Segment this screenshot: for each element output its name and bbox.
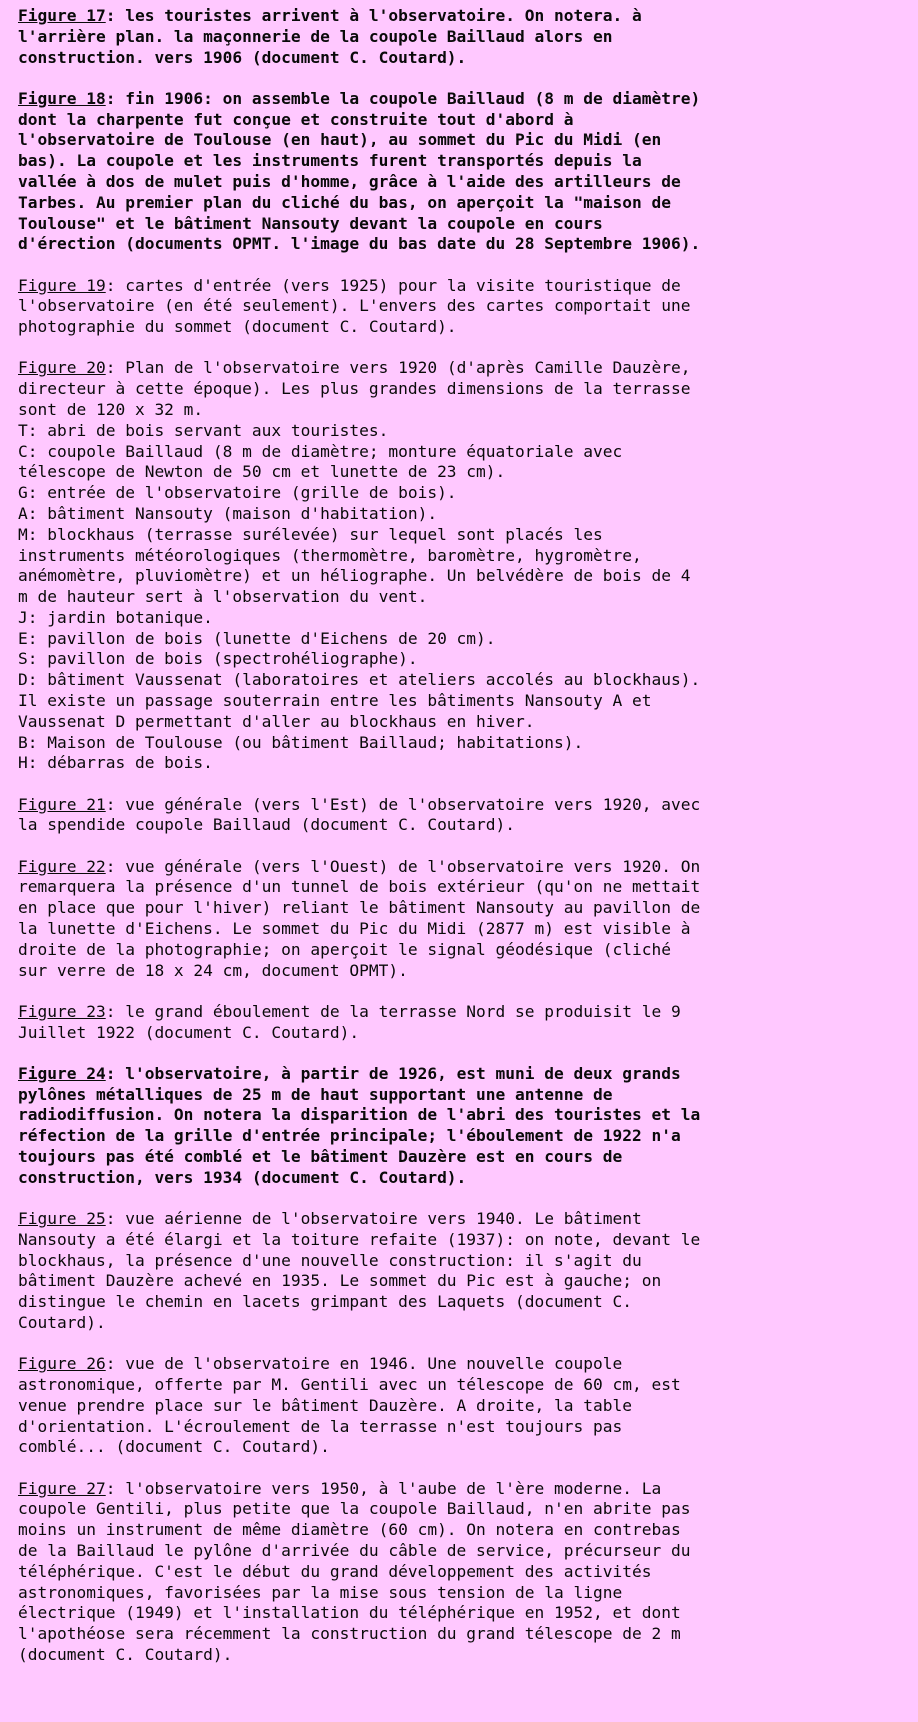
- figure-caption: [18, 1354, 898, 1458]
- figure-caption: [18, 89, 898, 255]
- figure-caption: [18, 1002, 898, 1044]
- caption-text: (document C. Coutard).: [18, 1644, 233, 1664]
- caption-text: l'observatoire de Toulouse (en haut), au sommet du Pic du Midi (en: [18, 130, 662, 150]
- caption-text: : cartes d'entrée (vers 1925) pour la visite touristique de: [105, 275, 681, 295]
- caption-text: M: blockhaus (terrasse surélevée) sur lequel sont placés les: [18, 524, 603, 544]
- caption-text: : le grand éboulement de la terrasse Nord se produisit le 9: [105, 1001, 681, 1021]
- caption-line: [18, 296, 898, 317]
- caption-line: [18, 1437, 898, 1458]
- caption-line: [18, 649, 898, 670]
- caption-line: [18, 1085, 898, 1106]
- figure-label: Figure 27: [18, 1478, 106, 1498]
- caption-line: [18, 1396, 898, 1417]
- caption-line: [18, 130, 898, 151]
- caption-text: d'orientation. L'écroulement de la terrasse n'est toujours pas: [18, 1416, 623, 1436]
- caption-text: radiodiffusion. On notera la disparition de l'abri des touristes et la: [18, 1105, 701, 1125]
- caption-line: [18, 1499, 898, 1520]
- caption-text: droite de la photographie; on aperçoit le signal géodésique (cliché: [18, 939, 671, 959]
- caption-line: [18, 608, 898, 629]
- caption-text: : fin 1906: on assemble la coupole Baillaud (8 m de diamètre): [105, 88, 701, 108]
- caption-line: [18, 815, 898, 836]
- caption-line: [18, 1313, 898, 1334]
- caption-text: B: Maison de Toulouse (ou bâtiment Baillaud; habitations).: [18, 732, 584, 752]
- caption-line: [18, 961, 898, 982]
- caption-line: [18, 1023, 898, 1044]
- caption-text: l'arrière plan. la maçonnerie de la coupole Baillaud alors en: [18, 26, 613, 46]
- caption-line: [18, 151, 898, 172]
- figure-label: Figure 26: [18, 1354, 106, 1374]
- caption-line: [18, 1147, 898, 1168]
- caption-text: remarquera la présence d'un tunnel de bois extérieur (qu'on ne mettait: [18, 877, 701, 897]
- caption-line: [18, 1541, 898, 1562]
- caption-text: : l'observatoire, à partir de 1926, est muni de deux grands: [105, 1063, 681, 1083]
- caption-text: astronomiques, favorisées par la mise sous tension de la ligne: [18, 1582, 623, 1602]
- figure-label: Figure 20: [18, 358, 106, 378]
- caption-line: [18, 566, 898, 587]
- caption-line: [18, 379, 898, 400]
- caption-line: [18, 27, 898, 48]
- caption-line: [18, 442, 898, 463]
- caption-line: [18, 712, 898, 733]
- figure-caption: [18, 795, 898, 837]
- caption-line: [18, 462, 898, 483]
- caption-text: Tarbes. Au premier plan du cliché du bas, on aperçoit la "maison de: [18, 192, 671, 212]
- caption-line: [18, 110, 898, 131]
- caption-text: Il existe un passage souterrain entre les bâtiments Nansouty A et: [18, 691, 652, 711]
- caption-text: : Plan de l'observatoire vers 1920 (d'après Camille Dauzère,: [105, 358, 691, 378]
- caption-text: comblé... (document C. Coutard).: [18, 1437, 330, 1457]
- caption-text: vallée à dos de mulet puis d'homme, grâce à l'aide des artilleurs de: [18, 171, 681, 191]
- caption-text: Vaussenat D permettant d'aller au blockhaus en hiver.: [18, 711, 535, 731]
- caption-line: [18, 587, 898, 608]
- figure-label: Figure 24: [18, 1063, 106, 1083]
- caption-line: [18, 1603, 898, 1624]
- caption-text: téléphérique. C'est le début du grand développement des activités: [18, 1561, 652, 1581]
- caption-line: [18, 172, 898, 193]
- caption-line: [18, 546, 898, 567]
- caption-text: : les touristes arrivent à l'observatoire. On notera. à: [105, 6, 642, 25]
- caption-text: dont la charpente fut conçue et construite tout d'abord à: [18, 109, 574, 129]
- caption-line: [18, 898, 898, 919]
- caption-text: T: abri de bois servant aux touristes.: [18, 420, 389, 440]
- caption-text: Toulouse" et le bâtiment Nansouty devant la coupole en cours: [18, 213, 603, 233]
- caption-line: [18, 400, 898, 421]
- figure-label: Figure 25: [18, 1208, 106, 1228]
- caption-text: anémomètre, pluviomètre) et un héliographe. Un belvédère de bois de 4: [18, 566, 691, 586]
- caption-line: [18, 1230, 898, 1251]
- caption-line: [18, 421, 898, 442]
- figure-caption: [18, 358, 898, 774]
- caption-line: [18, 795, 898, 816]
- caption-line: [18, 1251, 898, 1272]
- caption-line: [18, 1064, 898, 1085]
- caption-text: photographie du sommet (document C. Coutard).: [18, 317, 457, 337]
- caption-line: [18, 691, 898, 712]
- caption-line: [18, 1375, 898, 1396]
- caption-line: [18, 6, 898, 27]
- caption-line: [18, 525, 898, 546]
- caption-line: [18, 629, 898, 650]
- caption-line: [18, 234, 898, 255]
- caption-text: moins un instrument de même diamètre (60 cm). On notera en contrebas: [18, 1520, 681, 1540]
- caption-line: [18, 1520, 898, 1541]
- caption-text: venue prendre place sur le bâtiment Dauzère. A droite, la table: [18, 1395, 632, 1415]
- caption-text: H: débarras de bois.: [18, 753, 213, 773]
- caption-line: [18, 919, 898, 940]
- caption-text: directeur à cette époque). Les plus grandes dimensions de la terrasse: [18, 379, 691, 399]
- caption-text: C: coupole Baillaud (8 m de diamètre; monture équatoriale avec: [18, 441, 623, 461]
- caption-text: E: pavillon de bois (lunette d'Eichens de 20 cm).: [18, 628, 496, 648]
- caption-text: : l'observatoire vers 1950, à l'aube de l'ère moderne. La: [105, 1478, 662, 1498]
- caption-line: [18, 358, 898, 379]
- caption-line: [18, 733, 898, 754]
- figure-caption: [18, 1479, 898, 1666]
- caption-line: [18, 48, 898, 69]
- caption-text: astronomique, offerte par M. Gentili avec un télescope de 60 cm, est: [18, 1374, 681, 1394]
- caption-text: m de hauteur sert à l'observation du vent.: [18, 587, 428, 607]
- caption-text: S: pavillon de bois (spectrohéliographe).: [18, 649, 418, 669]
- caption-text: G: entrée de l'observatoire (grille de bois).: [18, 483, 457, 503]
- figure-label: Figure 23: [18, 1001, 106, 1021]
- figure-label: Figure 21: [18, 794, 106, 814]
- caption-line: [18, 1562, 898, 1583]
- caption-line: [18, 1168, 898, 1189]
- caption-text: distingue le chemin en lacets grimpant des Laquets (document C.: [18, 1292, 632, 1312]
- caption-line: [18, 89, 898, 110]
- caption-line: [18, 670, 898, 691]
- caption-line: [18, 1645, 898, 1666]
- caption-text: J: jardin botanique.: [18, 607, 213, 627]
- caption-text: A: bâtiment Nansouty (maison d'habitation).: [18, 503, 438, 523]
- caption-line: [18, 1354, 898, 1375]
- caption-text: Juillet 1922 (document C. Coutard).: [18, 1022, 360, 1042]
- figure-caption: [18, 1064, 898, 1189]
- caption-text: la lunette d'Eichens. Le sommet du Pic du Midi (2877 m) est visible à: [18, 919, 691, 939]
- caption-line: [18, 1292, 898, 1313]
- caption-text: l'observatoire (en été seulement). L'envers des cartes comportait une: [18, 296, 691, 316]
- caption-text: construction, vers 1934 (document C. Coutard).: [18, 1167, 467, 1187]
- caption-line: [18, 1479, 898, 1500]
- caption-text: Nansouty a été élargi et la toiture refaite (1937): on note, devant le: [18, 1229, 701, 1249]
- caption-text: : vue de l'observatoire en 1946. Une nouvelle coupole: [105, 1354, 623, 1374]
- caption-text: Coutard).: [18, 1312, 106, 1332]
- caption-line: [18, 1271, 898, 1292]
- figure-caption: [18, 1209, 898, 1334]
- caption-line: [18, 276, 898, 297]
- document-body: [18, 6, 898, 1686]
- caption-text: : vue générale (vers l'Ouest) de l'observatoire vers 1920. On: [105, 856, 701, 876]
- caption-line: [18, 877, 898, 898]
- caption-text: construction. vers 1906 (document C. Coutard).: [18, 47, 467, 67]
- caption-text: électrique (1949) et l'installation du téléphérique en 1952, et dont: [18, 1603, 681, 1623]
- caption-line: [18, 1126, 898, 1147]
- caption-line: [18, 483, 898, 504]
- caption-text: l'apothéose sera récemment la construction du grand télescope de 2 m: [18, 1624, 681, 1644]
- caption-text: instruments météorologiques (thermomètre, baromètre, hygromètre,: [18, 545, 642, 565]
- caption-text: en place que pour l'hiver) reliant le bâtiment Nansouty au pavillon de: [18, 898, 701, 918]
- caption-text: : vue aérienne de l'observatoire vers 1940. Le bâtiment: [105, 1208, 642, 1228]
- caption-text: blockhaus, la présence d'une nouvelle construction: il s'agit du: [18, 1250, 642, 1270]
- caption-line: [18, 1002, 898, 1023]
- caption-text: bâtiment Dauzère achevé en 1935. Le sommet du Pic est à gauche; on: [18, 1271, 662, 1291]
- caption-text: : vue générale (vers l'Est) de l'observatoire vers 1920, avec: [105, 794, 701, 814]
- caption-text: pylônes métalliques de 25 m de haut supportant une antenne de: [18, 1084, 613, 1104]
- caption-text: sont de 120 x 32 m.: [18, 399, 204, 419]
- figure-label: Figure 22: [18, 856, 106, 876]
- caption-line: [18, 1583, 898, 1604]
- caption-text: télescope de Newton de 50 cm et lunette de 23 cm).: [18, 462, 506, 482]
- caption-text: la spendide coupole Baillaud (document C. Coutard).: [18, 815, 516, 835]
- caption-line: [18, 1209, 898, 1230]
- figure-caption: [18, 6, 898, 68]
- caption-text: de la Baillaud le pylône d'arrivée du câble de service, précurseur du: [18, 1540, 691, 1560]
- caption-line: [18, 1624, 898, 1645]
- caption-line: [18, 1105, 898, 1126]
- caption-line: [18, 940, 898, 961]
- caption-text: réfection de la grille d'entrée principale; l'éboulement de 1922 n'a: [18, 1126, 681, 1146]
- caption-text: coupole Gentili, plus petite que la coupole Baillaud, n'en abrite pas: [18, 1499, 691, 1519]
- caption-line: [18, 214, 898, 235]
- figure-label: Figure 18: [18, 88, 106, 108]
- figure-label: Figure 17: [18, 6, 106, 25]
- caption-text: D: bâtiment Vaussenat (laboratoires et ateliers accolés au blockhaus).: [18, 670, 701, 690]
- caption-line: [18, 857, 898, 878]
- caption-line: [18, 193, 898, 214]
- caption-text: toujours pas été comblé et le bâtiment Dauzère est en cours de: [18, 1146, 623, 1166]
- figure-caption: [18, 276, 898, 338]
- caption-text: bas). La coupole et les instruments furent transportés depuis la: [18, 151, 642, 171]
- caption-line: [18, 1417, 898, 1438]
- figure-label: Figure 19: [18, 275, 106, 295]
- caption-line: [18, 753, 898, 774]
- caption-line: [18, 317, 898, 338]
- figure-caption: [18, 857, 898, 982]
- caption-text: sur verre de 18 x 24 cm, document OPMT).: [18, 960, 408, 980]
- caption-text: d'érection (documents OPMT. l'image du bas date du 28 Septembre 1906).: [18, 234, 701, 254]
- caption-line: [18, 504, 898, 525]
